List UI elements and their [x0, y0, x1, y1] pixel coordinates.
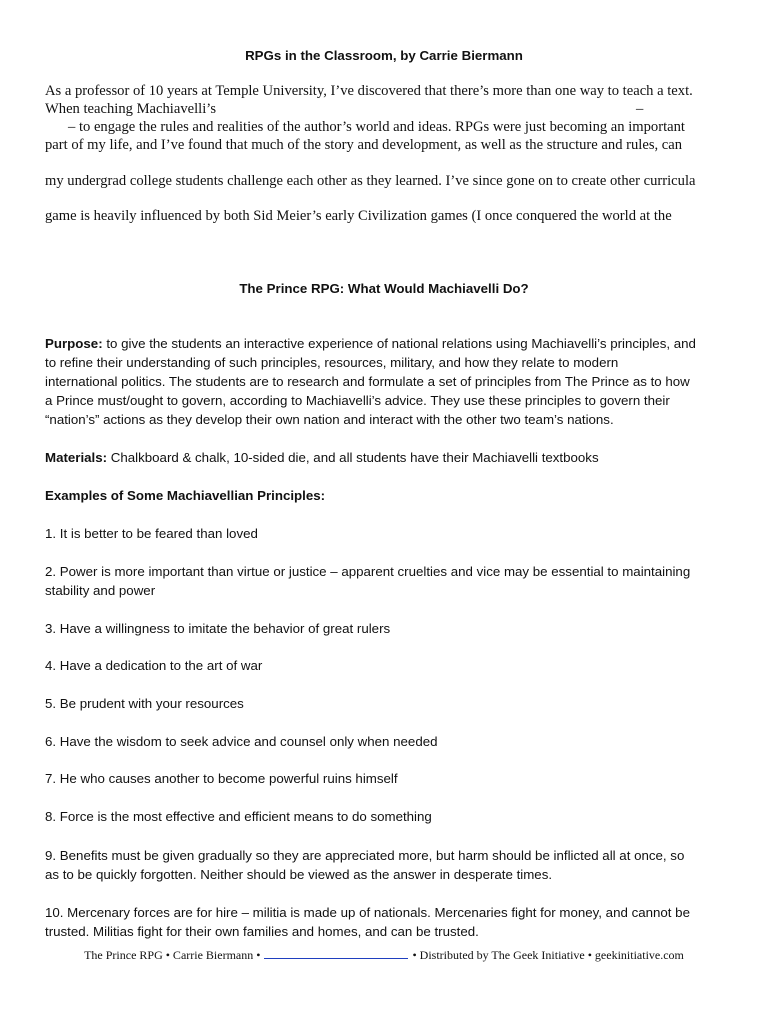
- materials-text: Chalkboard & chalk, 10-sided die, and all students have their Machiavelli textbooks: [107, 450, 599, 465]
- page-footer: [0, 946, 768, 963]
- list-item: 4. Have a dedication to the art of war: [45, 658, 263, 673]
- purpose-line: to refine their understanding of such principles, resources, military, and how they relate to modern: [45, 355, 619, 370]
- purpose-line: to give the students an interactive experience of national relations using Machiavelli’s principles, and: [102, 336, 696, 351]
- purpose-line: a Prince must/ought to govern, according to Machiavelli’s advice. They use these principles to govern their: [45, 393, 670, 408]
- list-item: 5. Be prudent with your resources: [45, 696, 244, 711]
- examples-heading: Examples of Some Machiavellian Principles:: [45, 488, 326, 503]
- purpose-line: “nation’s” actions as they develop their own nation and interact with the other two team’s nations.: [45, 412, 614, 427]
- purpose-line: international politics. The students are to research and formulate a set of principles from The Prince as to how: [45, 374, 690, 389]
- list-item: 2. Power is more important than virtue or justice – apparent cruelties and vice may be essential to maintaining: [45, 564, 691, 579]
- materials-label: Materials:: [45, 450, 108, 465]
- list-item: 1. It is better to be feared than loved: [45, 526, 258, 541]
- footer-left-text: The Prince RPG • Carrie Biermann •: [84, 948, 261, 962]
- list-item-continuation: as to be quickly forgotten. Neither should be viewed as the answer in desperate times.: [45, 867, 553, 882]
- intro-line: part of my life, and I’ve found that much of the story and development, as well as the structure and rules, can: [45, 137, 683, 153]
- footer-underline-link[interactable]: [264, 946, 408, 959]
- intro-dash: –: [636, 101, 644, 117]
- list-item: 9. Benefits must be given gradually so they are appreciated more, but harm should be inflicted all at once, so: [45, 848, 685, 863]
- intro-line: When teaching Machiavelli’s: [45, 101, 217, 117]
- intro-line: game is heavily influenced by both Sid Meier’s early Civilization games (I once conquered the world at the: [45, 208, 672, 224]
- intro-line: – to engage the rules and realities of the author’s world and ideas. RPGs were just becoming an important: [68, 119, 685, 135]
- document-title: RPGs in the Classroom, by Carrie Biermann: [245, 48, 523, 63]
- list-item: 10. Mercenary forces are for hire – militia is made up of nationals. Mercenaries fight for money, and cannot be: [45, 905, 690, 920]
- intro-line: As a professor of 10 years at Temple University, I’ve discovered that there’s more than one way to teach a text.: [45, 83, 693, 99]
- section-title: The Prince RPG: What Would Machiavelli Do?: [239, 281, 529, 296]
- list-item-continuation: trusted. Militias fight for their own families and homes, and can be trusted.: [45, 924, 479, 939]
- purpose-label: Purpose:: [45, 336, 103, 351]
- intro-line: my undergrad college students challenge each other as they learned. I’ve since gone on to create other curricula: [45, 173, 696, 189]
- footer-right-text: • Distributed by The Geek Initiative • geekinitiative.com: [412, 948, 684, 962]
- list-item: 6. Have the wisdom to seek advice and counsel only when needed: [45, 734, 438, 749]
- materials-paragraph: [45, 450, 599, 465]
- list-item: 7. He who causes another to become powerful ruins himself: [45, 771, 398, 786]
- list-item: 8. Force is the most effective and efficient means to do something: [45, 809, 432, 824]
- list-item-continuation: stability and power: [45, 583, 156, 598]
- list-item: 3. Have a willingness to imitate the behavior of great rulers: [45, 621, 391, 636]
